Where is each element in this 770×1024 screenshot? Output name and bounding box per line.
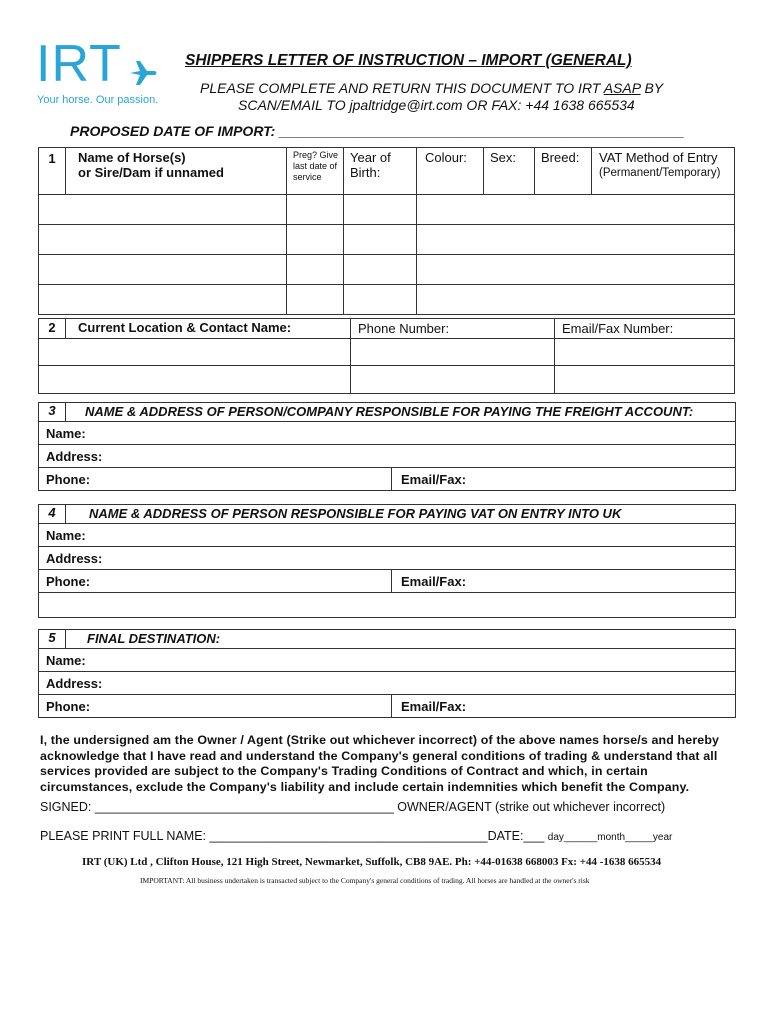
section3-heading: NAME & ADDRESS OF PERSON/COMPANY RESPONSIBLE FOR PAYING THE FREIGHT ACCOUNT: [85, 404, 694, 419]
phone-header: Phone Number: [351, 319, 555, 339]
section5-heading: FINAL DESTINATION: [87, 631, 221, 646]
emailfax-field[interactable]: Email/Fax: [401, 574, 467, 589]
address-field[interactable]: Address: [39, 445, 735, 468]
table-row[interactable] [39, 195, 735, 225]
table-row[interactable] [39, 255, 735, 285]
section-number: 2 [39, 319, 66, 339]
blank-field[interactable] [39, 593, 735, 617]
instructions-line1: PLEASE COMPLETE AND RETURN THIS DOCUMENT TO IRT ASAP BY [200, 80, 664, 96]
company-footer: IRT (UK) Ltd , Clifton House, 121 High Street, Newmarket, Suffolk, CB8 9AE. Ph: +44-01638 668003 Fx: +44 -1638 665534 [82, 856, 662, 868]
name-field[interactable]: Name: [39, 422, 735, 445]
emailfax-field[interactable]: Email/Fax: [401, 699, 467, 714]
preg-header: Preg? Give last date of service [287, 148, 344, 195]
section-number: 4 [39, 505, 66, 523]
name-field[interactable]: Name: [39, 649, 735, 672]
vat-method-header: VAT Method of Entry (Permanent/Temporary) [592, 148, 735, 195]
irt-logo: IRT [36, 35, 122, 93]
print-name-line[interactable]: PLEASE PRINT FULL NAME: ________________________________________DATE:___ day______month_____year [40, 829, 673, 843]
logo-tagline: Your horse. Our passion. [37, 94, 159, 106]
table-row[interactable] [39, 285, 735, 315]
section3-freight-payer [38, 402, 736, 491]
section4-vat-payer [38, 504, 736, 618]
phone-field[interactable]: Phone: [46, 574, 91, 589]
phone-field[interactable]: Phone: [46, 699, 91, 714]
address-field[interactable]: Address: [39, 547, 735, 570]
emailfax-field[interactable]: Email/Fax: [401, 472, 467, 487]
page-title: SHIPPERS LETTER OF INSTRUCTION – IMPORT (GENERAL) [185, 52, 632, 69]
important-notice: IMPORTANT: All business undertaken is transacted subject to the Company's general conditions of trading. All horses are handled at the owner's risk [140, 876, 590, 885]
horse-name-header: Name of Horse(s) or Sire/Dam if unnamed [66, 148, 287, 195]
section2-location-table [38, 318, 735, 394]
phone-field[interactable]: Phone: [46, 472, 91, 487]
colour-header: Colour: [417, 148, 484, 195]
location-header: Current Location & Contact Name: [66, 319, 351, 339]
declaration-text: I, the undersigned am the Owner / Agent (Strike out whichever incorrect) of the above names horse/s and hereby acknowledge that I have read and understand the Company's general conditions of trading & understand that all services provided are subject to the Company's Trading Conditions of Contract and which, in certain circumstances, exclude the Company's liability and include certain indemnities which benefit the Company. [40, 733, 720, 794]
name-field[interactable]: Name: [39, 524, 735, 547]
section5-final-destination [38, 629, 736, 718]
signed-line[interactable]: SIGNED: ___________________________________________ OWNER/AGENT (strike out whichever incorrect) [40, 800, 666, 814]
table-row[interactable] [39, 339, 735, 366]
proposed-date-field[interactable]: PROPOSED DATE OF IMPORT: ____________________________________________________ [70, 123, 685, 139]
year-of-birth-header: Year of Birth: [344, 148, 417, 195]
section-number: 3 [39, 403, 66, 421]
section-number: 5 [39, 630, 66, 648]
sex-header: Sex: [484, 148, 535, 195]
table-row[interactable] [39, 366, 735, 394]
airplane-icon [128, 58, 158, 88]
section4-heading: NAME & ADDRESS OF PERSON RESPONSIBLE FOR PAYING VAT ON ENTRY INTO UK [89, 506, 622, 521]
instructions-line2: SCAN/EMAIL TO jpaltridge@irt.com OR FAX: +44 1638 665534 [238, 97, 635, 113]
breed-header: Breed: [535, 148, 592, 195]
table-row[interactable] [39, 225, 735, 255]
address-field[interactable]: Address: [39, 672, 735, 695]
section-number: 1 [39, 148, 66, 195]
section1-horse-table [38, 147, 735, 315]
email-header: Email/Fax Number: [555, 319, 735, 339]
